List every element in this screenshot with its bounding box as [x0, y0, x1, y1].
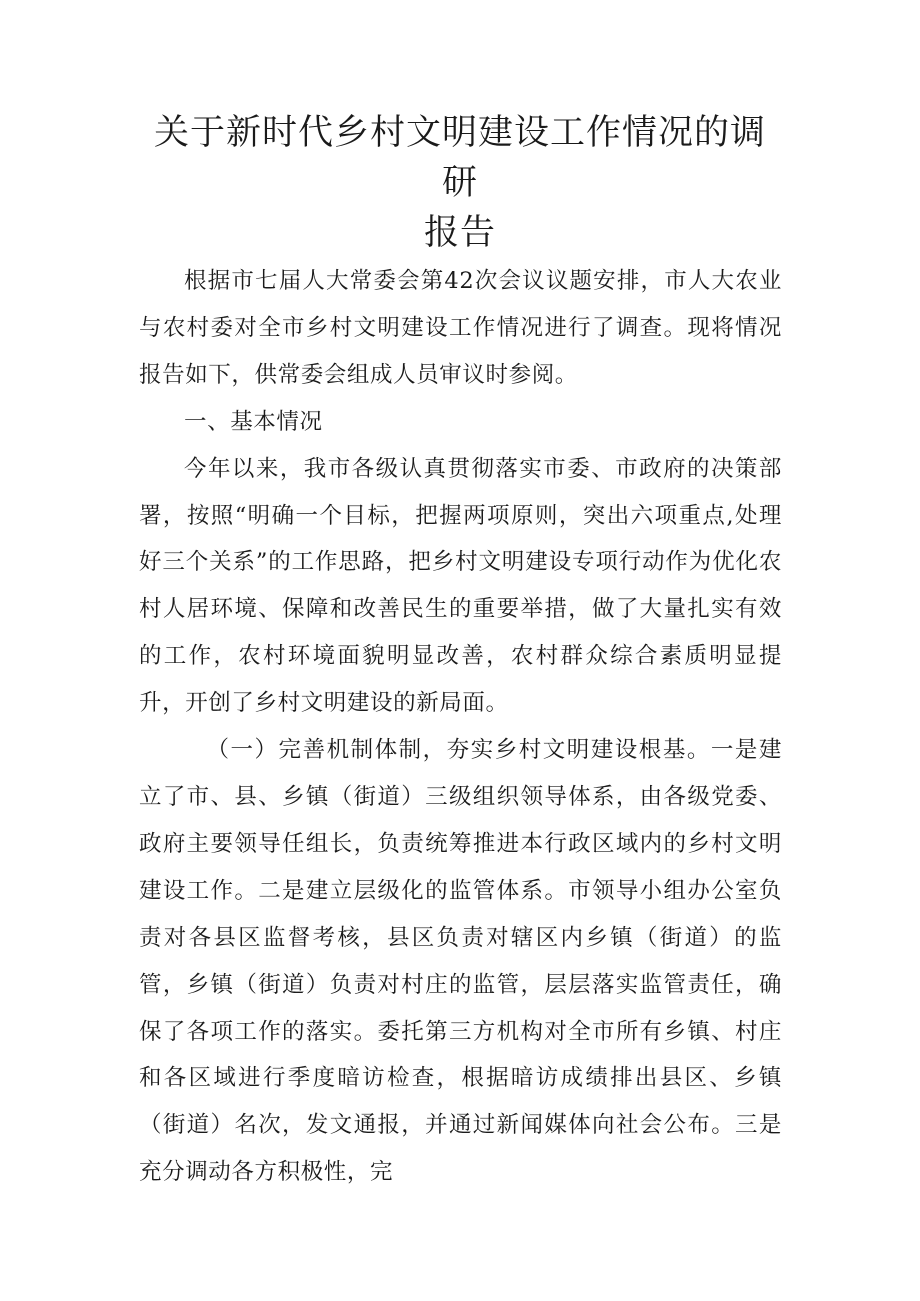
section-heading-basic-situation: 一、基本情况 — [184, 408, 323, 435]
title-line-2: 报告 — [423, 213, 496, 253]
paragraph-subsection-1: （一）完善机制体制，夯实乡村文明建设根基。一是建立了市、县、乡镇（街道）三级组织领导体系，由各级党委、政府主要领导任组长，负责统筹推进本行政区域内的乡村文明建设工作。二是建立层级化的监管体系。市领导小组办公室负责对各县区监督考核，县区负责对辖区内乡镇（街道）的监管，乡镇（街道）负责对村庄的监管，层层落实监管责任，确保了各项工作的落实。委托第三方机构对全市所有乡镇、村庄和各区域进行季度暗访检查，根据暗访成绩排出县区、乡镇（街道）名次，发文通报，并通过新闻媒体向社会公布。三是充分调动各方积极性，完 — [139, 737, 782, 1186]
document-title — [140, 108, 780, 258]
paragraph-overview: 今年以来，我市各级认真贯彻落实市委、市政府的决策部署，按照“明确一个目标，把握两项原则，突出六项重点,处理好三个关系”的工作思路，把乡村文明建设专项行动作为优化农村人居环境、保障和改善民生的重要举措，做了大量扎实有效的工作，农村环境面貌明显改善，农村群众综合素质明显提升，开创了乡村文明建设的新局面。 — [139, 455, 782, 717]
paragraph-intro: 根据市七届人大常委会第42次会议议题安排，市人大农业与农村委对全市乡村文明建设工作情况进行了调查。现将情况报告如下，供常委会组成人员审议时参阅。 — [139, 268, 782, 388]
title-line-1: 关于新时代乡村文明建设工作情况的调研 — [153, 113, 766, 203]
document-body — [139, 258, 782, 1196]
